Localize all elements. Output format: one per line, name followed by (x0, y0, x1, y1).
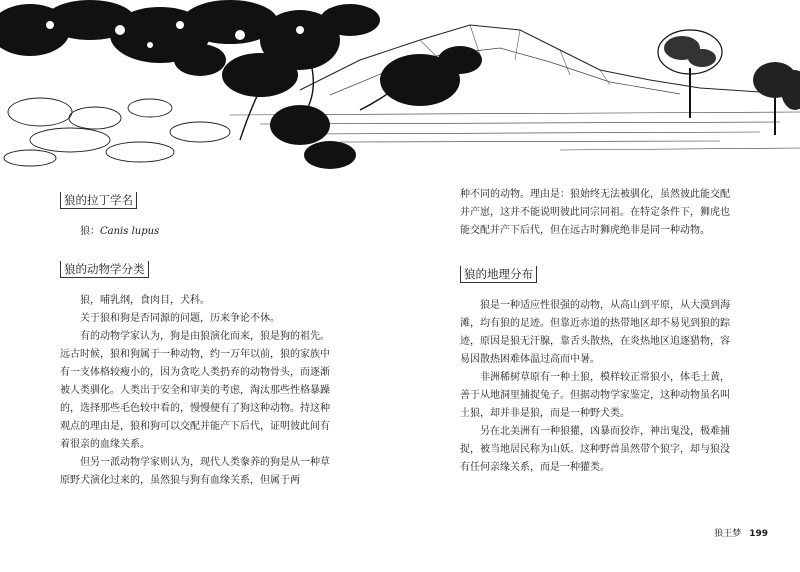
paragraph-continued: 种不同的动物。理由是：狼始终无法被驯化，虽然彼此能交配并产崽，这并不能说明彼此同宗同祖。在特定条件下，狮虎也能交配并产下后代，但在远古时狮虎绝非是同一种动物。 (460, 189, 730, 236)
latin-name: Canis lupus (100, 226, 160, 237)
paragraph-classification: 狼，哺乳纲，食肉目，犬科。 (80, 295, 210, 306)
paragraph-adaptability: 狼是一种适应性很强的动物，从高山到平原，从大漠到海滩，均有狼的足迹。但靠近赤道的热带地区却不易见到狼的踪迹，原因是狼无汗腺，靠舌头散热，在炎热地区追逐猎物，容易因散热困难体温过高而中暑。 (460, 300, 730, 365)
paragraph-wolverine: 另在北美洲有一种狼獾，凶暴而狡诈，神出鬼没，极难捕捉，被当地居民称为山妖。这种野兽虽然带个狼字，却与狼没有任何亲缘关系，而是一种獾类。 (460, 426, 730, 473)
page-number: 199 (749, 529, 768, 539)
paragraph-domestication-view: 有的动物学家认为，狗是由狼演化而来，狼是狗的祖先。远古时候，狼和狗属于一种动物，约一万年以前，狼的家族中有一支体格较瘦小的，因为贪吃人类扔弃的动物骨头，而逐渐被人类驯化。人类出于安全和审美的考虑，淘汰那些性格暴躁的，选择那些毛色较中看的，慢慢便有了狗这种动物。持这种观点的理由是，狼和狗可以交配并能产下后代，证明彼此间有着很亲的血缘关系。 (60, 331, 330, 450)
paragraph-origin-debate: 关于狼和狗是否同源的问题，历来争论不休。 (80, 313, 280, 324)
right-column (460, 186, 730, 477)
book-title: 狼王梦 (714, 529, 742, 539)
latin-name-line (60, 223, 330, 241)
landscape-illustration (0, 0, 800, 178)
heading-geographic-distribution: 狼的地理分布 (460, 266, 537, 283)
heading-zoological-classification: 狼的动物学分类 (60, 261, 149, 278)
heading-latin-name: 狼的拉丁学名 (60, 192, 137, 209)
paragraph-wild-dog-view: 但另一派动物学家则认为，现代人类豢养的狗是从一种草原野犬演化过来的，虽然狼与狗有血缘关系，但属于两 (60, 457, 330, 486)
left-column (60, 186, 330, 490)
latin-name-prefix: 狼： (80, 226, 100, 237)
paragraph-african-hyena: 非洲稀树草原有一种土狼，模样较正常狼小，体毛土黄，善于从地洞里捕捉兔子。但据动物学家鉴定，这种动物虽名叫土狼，却并非是狼，而是一种野犬类。 (460, 372, 730, 419)
page-footer (714, 526, 768, 539)
